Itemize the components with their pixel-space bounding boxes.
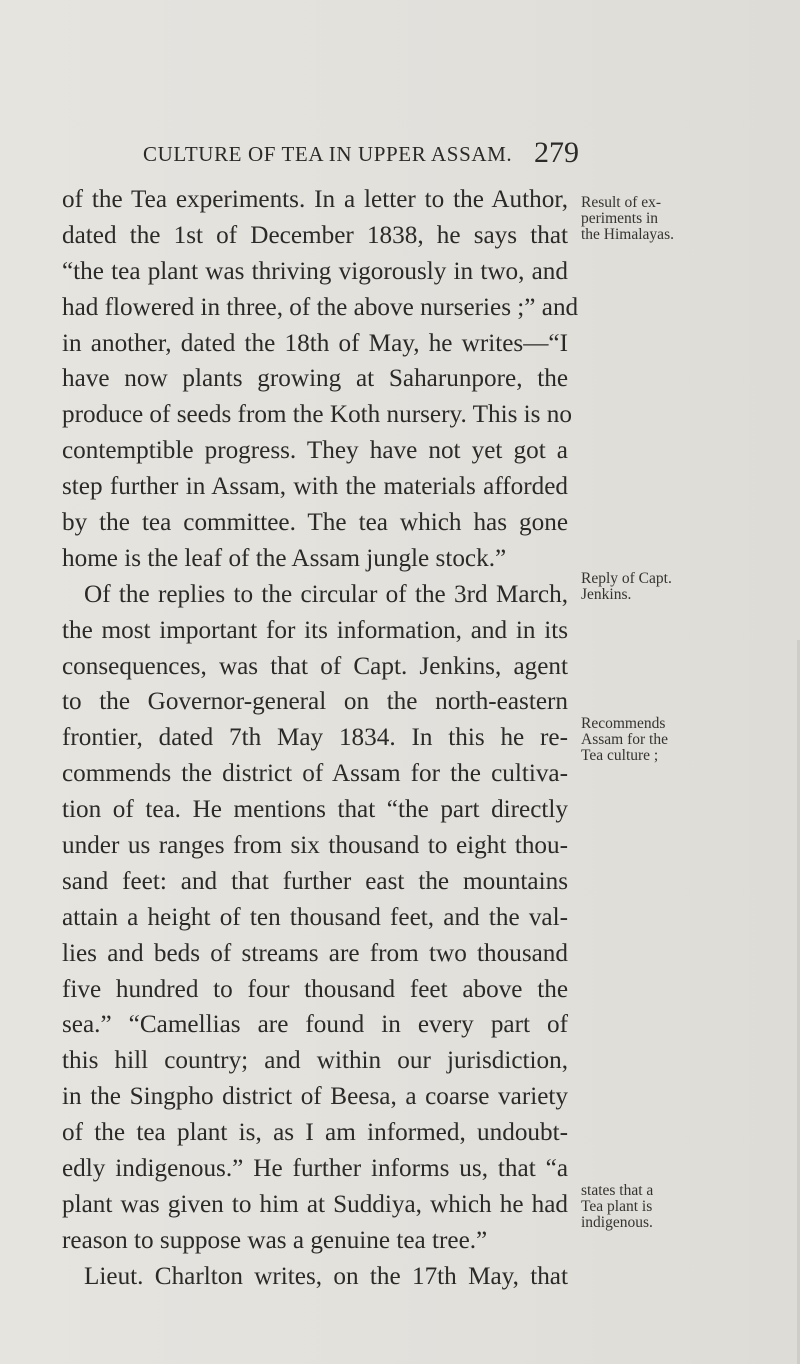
- text-line: reason to suppose was a genuine tea tree.”: [62, 1226, 488, 1254]
- text-line: consequences, was that of Capt. Jenkins, agent: [62, 652, 568, 680]
- margin-note-line: states that a: [581, 1182, 654, 1199]
- text-line: of the tea plant is, as I am informed, undoubt-: [62, 1119, 568, 1147]
- text-line: dated the 1st of December 1838, he says that: [62, 221, 568, 249]
- margin-note-line: Tea plant is: [581, 1198, 653, 1215]
- margin-note-line: indigenous.: [581, 1214, 653, 1231]
- text-line: by the tea committee. The tea which has gone: [62, 509, 568, 537]
- text-line: commends the district of Assam for the cultiva-: [62, 760, 568, 788]
- page-number: 279: [534, 136, 579, 169]
- text-line: produce of seeds from the Koth nursery. This is no: [62, 401, 572, 429]
- text-line: have now plants growing at Saharunpore, the: [62, 365, 568, 393]
- margin-note-line: Jenkins.: [581, 586, 632, 603]
- text-line: this hill country; and within our jurisdiction,: [62, 1047, 568, 1075]
- running-title: CULTURE OF TEA IN UPPER ASSAM.: [143, 142, 513, 166]
- margin-note-result-of-experiments: [581, 195, 731, 243]
- margin-note-line: Result of ex-: [581, 194, 662, 211]
- text-line: lies and beds of streams are from two thousand: [62, 939, 568, 967]
- text-line: plant was given to him at Suddiya, which he had: [62, 1190, 568, 1218]
- text-line: sand feet: and that further east the mountains: [62, 867, 568, 895]
- text-line: contemptible progress. They have not yet got a: [62, 437, 568, 465]
- text-line: under us ranges from six thousand to eight thou-: [62, 832, 568, 860]
- margin-note-line: Recommends: [581, 715, 666, 732]
- text-line: tion of tea. He mentions that “the part directly: [62, 796, 568, 824]
- text-line: home is the leaf of the Assam jungle stock.”: [62, 544, 507, 572]
- page-header: [143, 138, 579, 178]
- text-line: step further in Assam, with the materials afforded: [62, 473, 568, 501]
- margin-note-line: Assam for the: [581, 731, 668, 748]
- text-line: in the Singpho district of Beesa, a coarse variety: [62, 1083, 568, 1111]
- margin-note-line: Reply of Capt.: [581, 570, 672, 587]
- text-line: frontier, dated 7th May 1834. In this he re-: [62, 724, 568, 752]
- text-line: edly indigenous.” He further informs us, that “a: [62, 1155, 568, 1183]
- margin-note-tea-plant-indigenous: [581, 1183, 731, 1231]
- margin-note-reply-jenkins: [581, 571, 731, 603]
- margin-note-line: Tea culture ;: [581, 747, 659, 764]
- text-line: sea.” “Camellias are found in every part of: [62, 1011, 568, 1039]
- text-line: of the Tea experiments. In a letter to the Author,: [62, 186, 568, 213]
- text-line: “the tea plant was thriving vigorously in two, and: [62, 257, 568, 285]
- body-text: [62, 182, 579, 1295]
- text-line: the most important for its information, and in its: [62, 616, 568, 644]
- paragraph-start-line: Lieut. Charlton writes, on the 17th May, that: [84, 1262, 568, 1290]
- paragraph-start-line: Of the replies to the circular of the 3rd March,: [84, 580, 568, 608]
- text-line: in another, dated the 18th of May, he writes—“I: [62, 329, 568, 357]
- margin-note-line: periments in: [581, 210, 659, 227]
- text-line: had flowered in three, of the above nurseries ;” and: [62, 293, 579, 321]
- margin-note-recommends-assam: [581, 716, 731, 764]
- text-line: five hundred to four thousand feet above the: [62, 975, 568, 1003]
- margin-note-line: the Himalayas.: [581, 226, 674, 243]
- text-line: to the Governor-general on the north-eastern: [62, 688, 568, 716]
- text-line: attain a height of ten thousand feet, and the val-: [62, 903, 568, 931]
